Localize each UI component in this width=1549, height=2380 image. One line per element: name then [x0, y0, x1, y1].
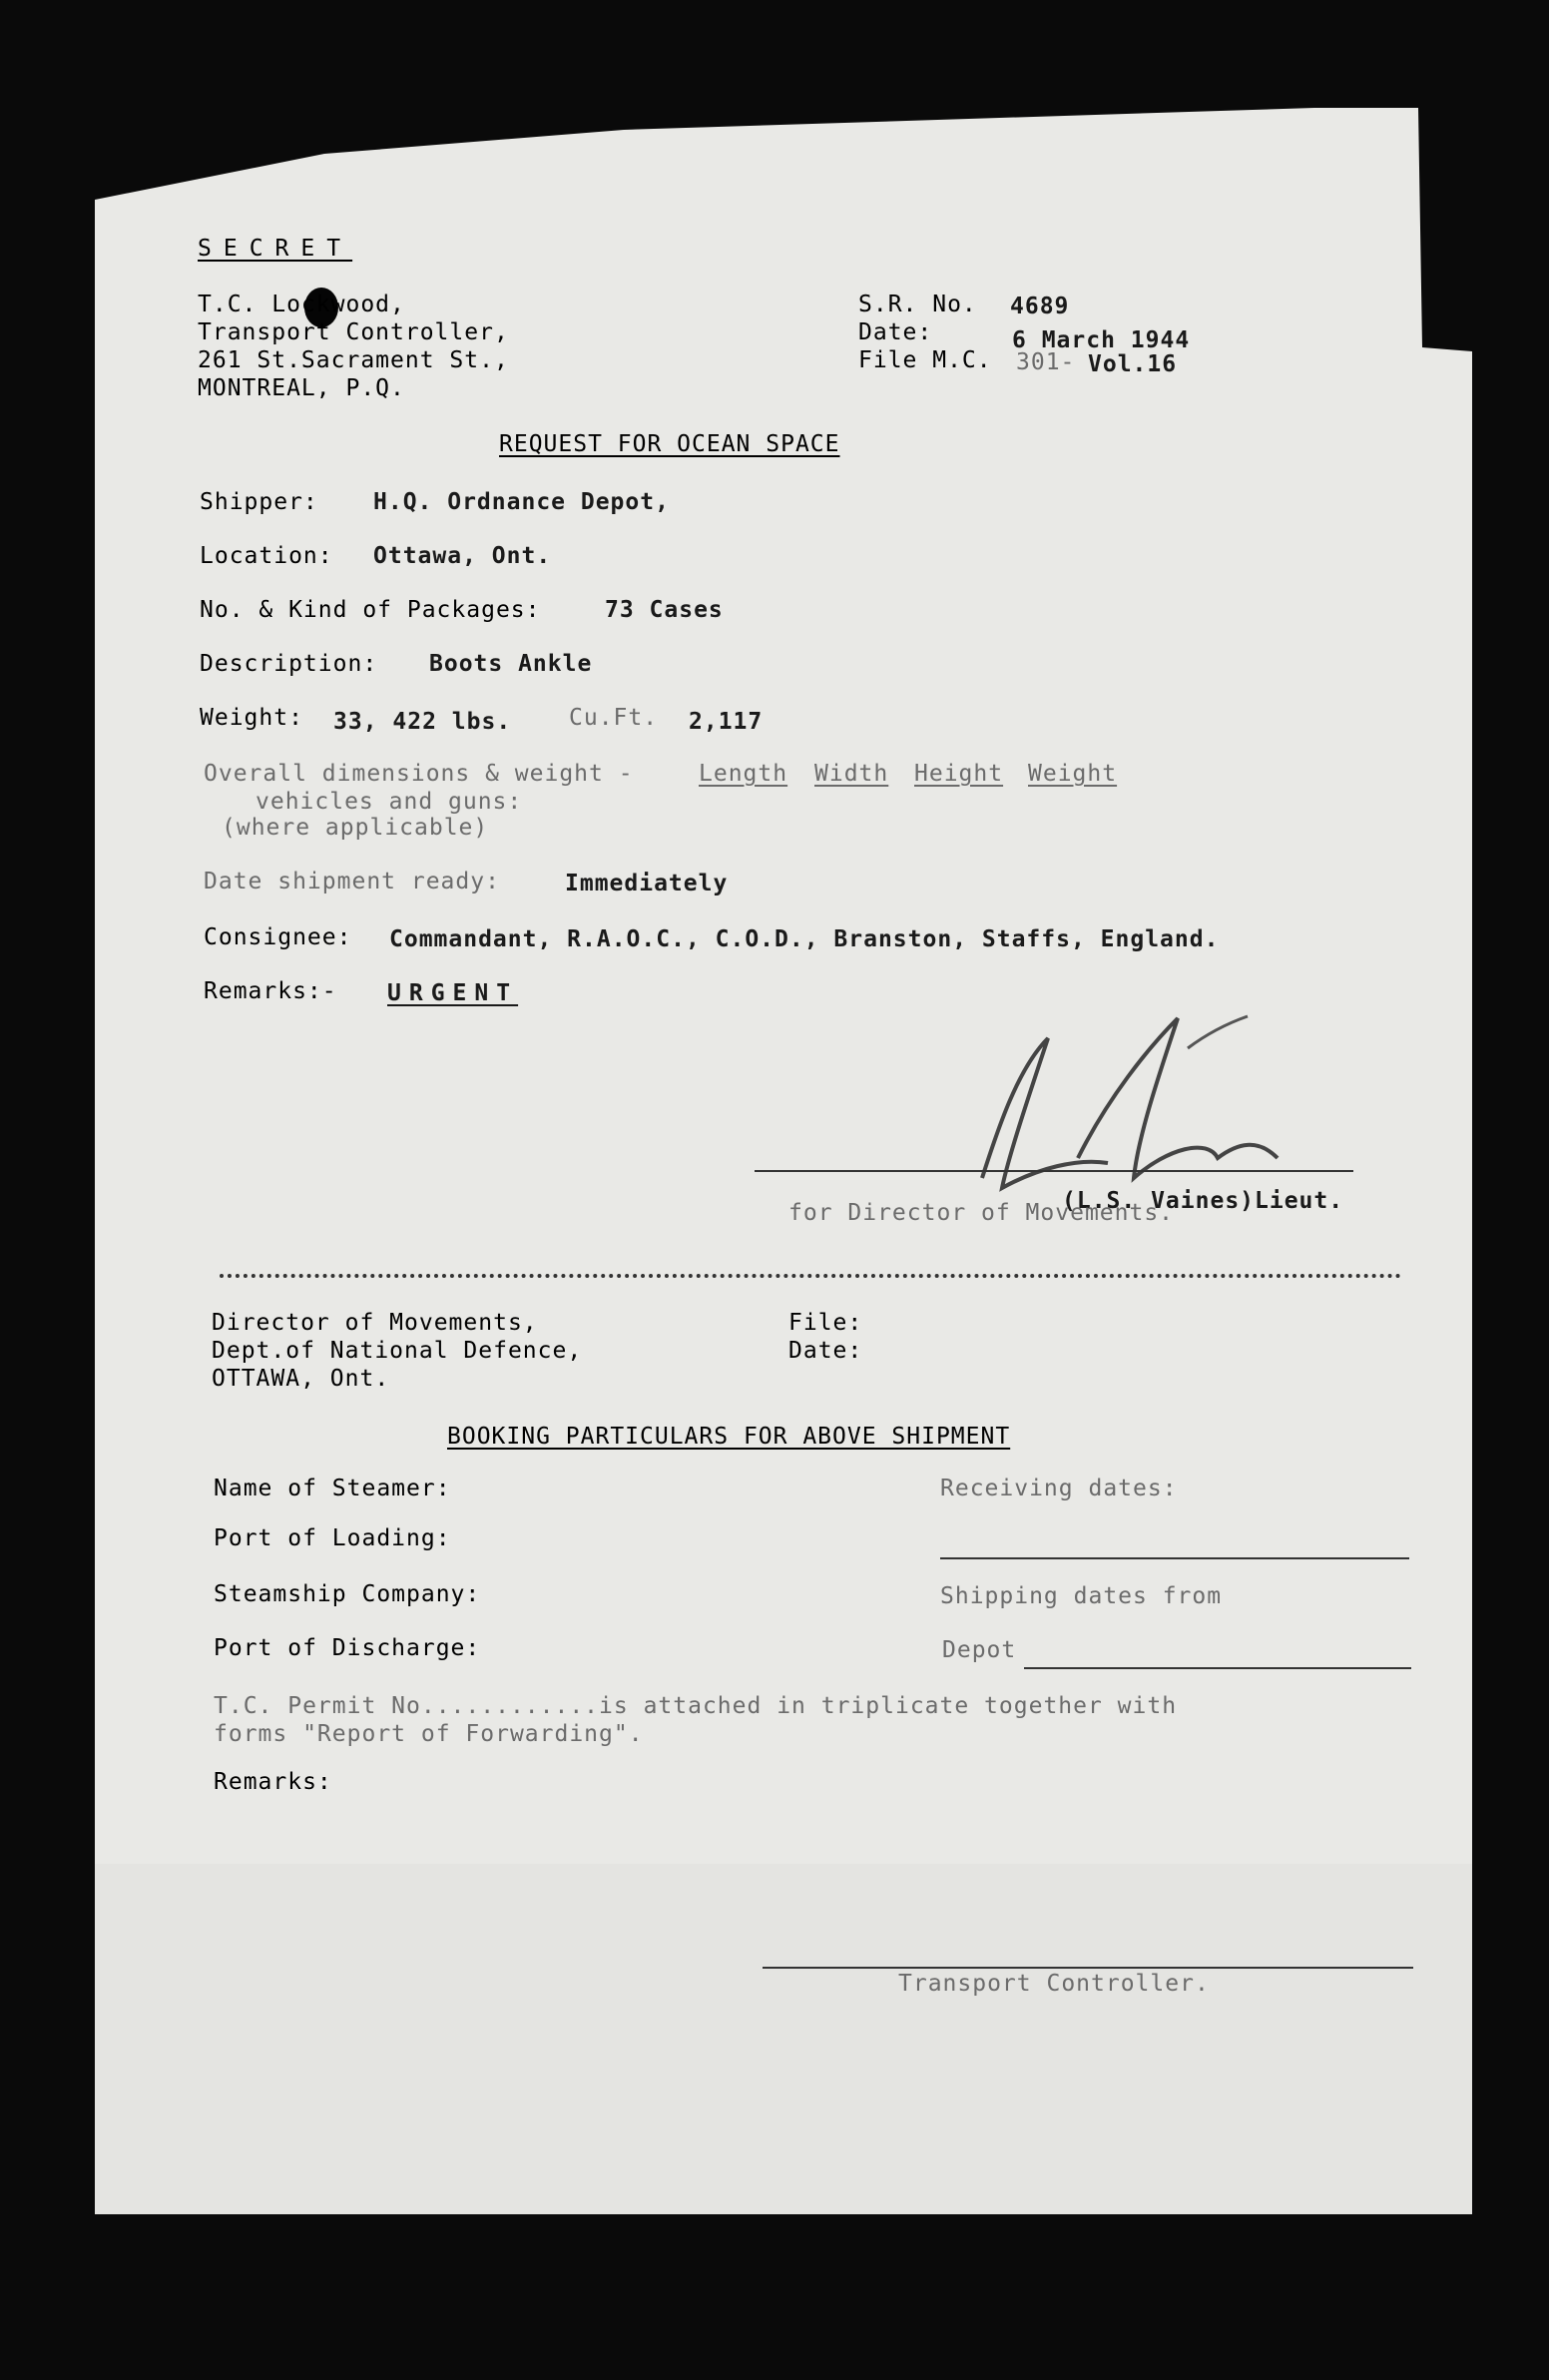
dimension-width: Width [814, 761, 889, 787]
consignee-value: Commandant, R.A.O.C., C.O.D., Branston, Staffs, England. [389, 926, 1220, 952]
cuft-value: 2,117 [689, 709, 764, 735]
cuft-label: Cu.Ft. [569, 705, 659, 731]
address-line: OTTAWA, Ont. [212, 1366, 390, 1392]
steamer-label: Name of Steamer: [214, 1476, 451, 1501]
ready-value: Immediately [565, 871, 729, 896]
signature-line [755, 1170, 1353, 1172]
sender-line: MONTREAL, P.Q. [198, 375, 405, 401]
receiving-label: Receiving dates: [940, 1476, 1178, 1501]
discharge-label: Port of Discharge: [214, 1635, 481, 1661]
description-label: Description: [200, 651, 378, 677]
weight-value: 33, 422 lbs. [333, 709, 512, 735]
file-label: File M.C. [858, 347, 992, 373]
consignee-label: Consignee: [204, 924, 352, 950]
classification-label: SECRET [198, 236, 353, 262]
vehicles-label: vehicles and guns: [256, 789, 523, 815]
dimension-height: Height [914, 761, 1004, 787]
permit-line: T.C. Permit No............is attached in triplicate together with [214, 1693, 1178, 1719]
company-label: Steamship Company: [214, 1581, 481, 1607]
request-title: REQUEST FOR OCEAN SPACE [499, 431, 840, 457]
permit-line: forms "Report of Forwarding". [214, 1721, 644, 1747]
location-value: Ottawa, Ont. [373, 543, 552, 569]
description-value: Boots Ankle [429, 651, 593, 677]
receiving-line [940, 1557, 1409, 1559]
signatory-name: (L.S. Vaines)Lieut. [1062, 1188, 1344, 1214]
controller-line [763, 1967, 1413, 1969]
controller-label: Transport Controller. [898, 1971, 1210, 1997]
shipping-label: Shipping dates from [940, 1583, 1223, 1609]
file-volume: Vol.16 [1088, 351, 1178, 377]
depot-line [1024, 1667, 1411, 1669]
for-director-label: for Director of Movements. [788, 1200, 1175, 1226]
depot-label: Depot [942, 1637, 1017, 1663]
shipper-value: H.Q. Ordnance Depot, [373, 489, 670, 515]
date-value: 6 March 1944 [1012, 327, 1191, 353]
sender-line: 261 St.Sacrament St., [198, 347, 509, 373]
booking-date-label: Date: [788, 1338, 863, 1364]
section-divider [220, 1274, 1401, 1278]
location-label: Location: [200, 543, 333, 569]
booking-remarks-label: Remarks: [214, 1769, 332, 1795]
shipper-label: Shipper: [200, 489, 318, 515]
sender-line: T.C. Lockwood, [198, 292, 405, 317]
dimensions-label: Overall dimensions & weight - [204, 761, 634, 787]
packages-label: No. & Kind of Packages: [200, 597, 541, 623]
signature-mark [958, 1008, 1337, 1208]
sender-line: Transport Controller, [198, 319, 509, 345]
booking-file-label: File: [788, 1310, 863, 1336]
date-label: Date: [858, 319, 933, 345]
loading-label: Port of Loading: [214, 1525, 451, 1551]
ready-label: Date shipment ready: [204, 869, 500, 894]
lower-band [95, 1864, 1472, 2214]
booking-title: BOOKING PARTICULARS FOR ABOVE SHIPMENT [447, 1424, 1011, 1450]
dimension-weight: Weight [1028, 761, 1118, 787]
remarks-value: URGENT [387, 980, 519, 1006]
address-line: Director of Movements, [212, 1310, 538, 1336]
packages-value: 73 Cases [605, 597, 724, 623]
sr-no-label: S.R. No. [858, 292, 977, 317]
weight-label: Weight: [200, 705, 303, 731]
remarks-label: Remarks:- [204, 978, 337, 1004]
sr-no-value: 4689 [1010, 294, 1070, 319]
file-prefix: 301- [1016, 349, 1076, 375]
where-label: (where applicable) [222, 815, 489, 841]
dimension-length: Length [699, 761, 788, 787]
address-line: Dept.of National Defence, [212, 1338, 583, 1364]
